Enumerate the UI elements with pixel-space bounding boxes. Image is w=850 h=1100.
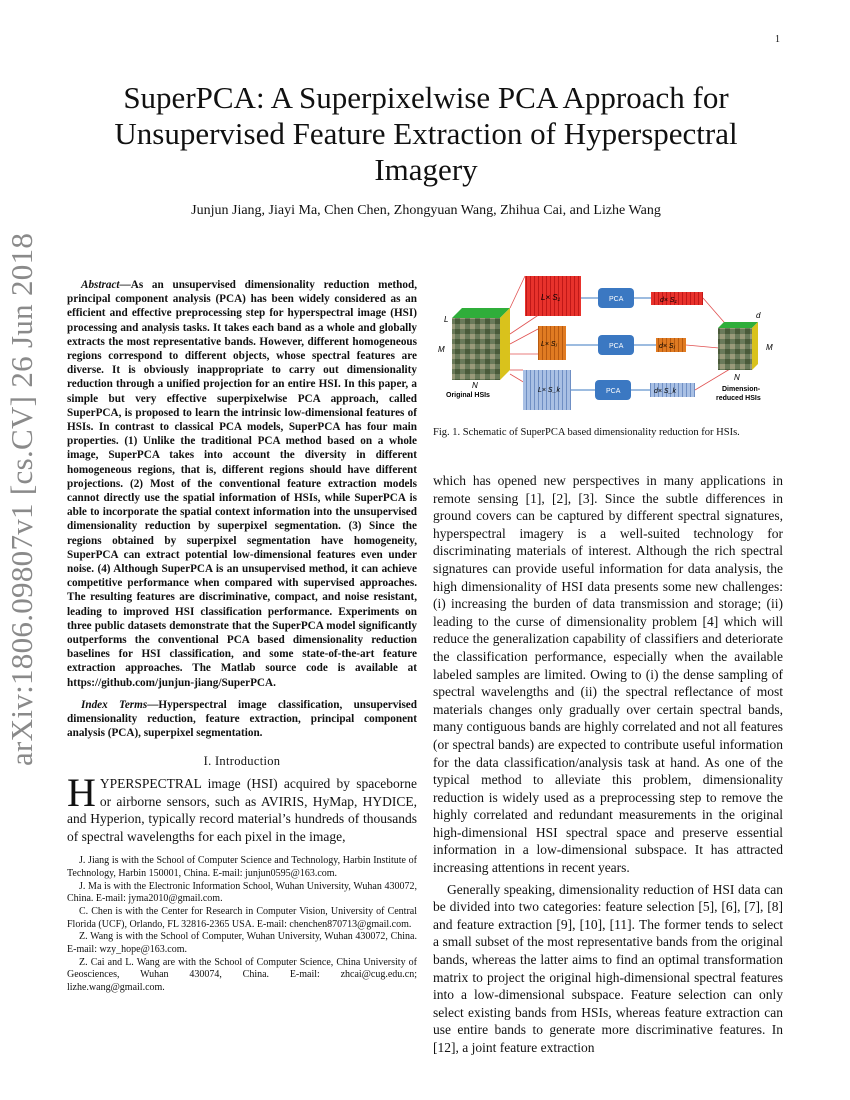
footnote: C. Chen is with the Center for Research in Computer Vision, University of Central Florida (UCF), Orlando, FL 32816-2365 USA. E-mail: chenchen870713@gmail.com. [67,905,417,930]
figure-caption: Fig. 1. Schematic of SuperPCA based dimensionality reduction for HSIs. [433,427,740,438]
index-terms-label: Index Terms [81,698,148,711]
row2-output-label: d× Sⱼ [659,343,675,350]
row1-input-label: L× S₁ [541,293,561,302]
row3-output-label: d× S_k [654,388,676,395]
author-list: Junjun Jiang, Jiayi Ma, Chen Chen, Zhongyuan Wang, Zhihua Cai, and Lizhe Wang [191,203,661,218]
paper-title: SuperPCA: A Superpixelwise PCA Approach for Unsupervised Feature Extraction of Hyperspectral Imagery [114,80,738,187]
row3-input-label: L× S_k [538,387,560,394]
row1-output-label: d× S₁ [660,297,677,304]
label-m-right: M [766,343,773,352]
label-n-right: N [734,373,740,382]
label-m: M [438,345,445,354]
label-n: N [472,381,478,390]
page-number: 1 [775,34,780,45]
intro-text: YPERSPECTRAL image (HSI) acquired by spaceborne or airborne sensors, such as AVIRIS, HyMap, HYDICE, and Hyperion, typically record material’s hundreds of thousands of spectral wavelengths for each pixel in the image, [67,776,417,844]
index-terms [67,698,417,741]
label-d: d [756,311,761,320]
footnote: J. Ma is with the Electronic Information School, Wuhan University, Wuhan 430072, China. E-mail: jyma2010@gmail.com. [67,880,417,905]
section-heading: I. Introduction [203,753,281,768]
original-hsi-label: Original HSIs [446,392,490,399]
footnote: J. Jiang is with the School of Computer Science and Technology, Harbin Institute of Technology, Harbin 150001, China. E-mail: junjun0595@163.com. [67,855,417,879]
index-terms-text: —Hyperspectral image classification, unsupervised dimensionality reduction, feature extraction, principal component analysis (PCA), superpixel segmentation. [67,698,417,740]
reduced-label-line1: Dimension- [722,386,761,393]
figure-schematic [430,274,790,414]
reduced-label-line2: reduced HSIs [716,395,761,402]
reduced-hsi-cube [718,322,758,370]
drop-cap: H [67,770,96,816]
abstract-text: —As an unsupervised dimensionality reduction method, principal component analysis (PCA) has been widely considered as an efficient and effective preprocessing step for hyperspectral image (HSI) processing and analysis tasks. It takes each band as a whole and globally extracts the most representative bands. However, different homogeneous regions correspond to different objects, whose spectral features are diverse. It is obviously inappropriate to carry out dimensionality reduction through a unified projection for an entire HSI. In this paper, a simple but very effective superpixelwise PCA approach, called SuperPCA, is proposed to learn the intrinsic low-dimensional features of HSIs. In contrast to classical PCA models, SuperPCA has four main properties. (1) Unlike the traditional PCA method based on a whole image, SuperPCA takes into account the diversity in different homogeneous regions, that is, different regions should have different projections. (2) Most of the conventional feature extraction models cannot directly use the spatial information of HSIs, while SuperPCA is able to incorporate the spatial context information into the unsupervised dimensionality reduction by superpixel segmentation. (3) Since the regions obtained by superpixel segmentation have homogeneity, SuperPCA can extract potential low-dimensional features even under noise. (4) Although SuperPCA is an unsupervised method, it can achieve competitive performance when compared with supervised approaches. The resulting features are discriminative, compact, and noise resistant, leading to improved HSI classification performance. Experiments on three public datasets demonstrate that the SuperPCA model significantly outperforms the conventional PCA based dimensionality reduction baselines for HSI classification, and some state-of-the-art feature extraction approaches. The Matlab source code is available at https://github.com/junjun-jiang/SuperPCA. [67,279,417,689]
left-column [67,278,417,995]
block-row1-output [651,292,703,305]
abstract [67,278,417,690]
pca-label-2: PCA [609,343,624,350]
footnote: Z. Wang is with the School of Computer, Wuhan University, Wuhan 430072, China. E-mail: wzy_hope@163.com. [67,931,417,956]
body-paragraph: Generally speaking, dimensionality reduction of HSI data can be divided into two categories: feature selection [5], [6], [7], [8] and feature extraction [9], [10], [11]. The former tends to select a small subset of the most representative bands from the original bands, whereas the latter aims to find an optimal transformation matrix to project the original high-dimensional spectral features into a low-dimensional subspace. Feature selection can only select existing bands from HSIs, whereas feature extraction can use entire bands to generate more discriminative features. In [12], a joint feature extraction [433,881,783,1055]
label-l: L [444,315,449,324]
row2-input-label: L× Sⱼ [541,341,557,348]
pca-label-3: PCA [606,388,621,395]
pca-label-1: PCA [609,296,624,303]
footnotes [67,855,417,995]
abstract-label: Abstract [81,279,120,291]
body-paragraph: which has opened new perspectives in many applications in remote sensing [1], [2], [3]. Since the subtle differences in ground covers can be captured by different spectral signatures, hyperspectral imagery is a well-suited technology for discriminating materials of interest. Although the rich spectral signatures can provide useful information for data analysis, the high dimensionality of HSI data presents some new challenges: (i) increasing the burden of data transmission and storage; (ii) leading to the curse of dimensionality problem [4] which will reduce the generalization capability of classifiers and deteriorate the classification performance, especially when the available labeled samples are limited. Owing to (i) the dense sampling of spectral wavelengths and (ii) the spectral reflectance of most materials changes only gradually over certain spectral bands, many contiguous bands are highly correlated and not all features (or spectral bands) are expected to contribute useful information for the data classification/analysis task at hand. As one of the typical method to alleviate this problem, dimensionality reduction is widely used as a preprocessing step to remove the highly correlated and redundant measurements in the original high-dimensional HSI spectral space and preserve essential information in a low-dimensional subspace. It has attracted increasing attentions in recent years. [433,473,783,876]
original-hsi-cube [452,308,510,380]
footnote: Z. Cai and L. Wang are with the School of Computer Science, China University of Geosciences, Wuhan 430074, China. E-mail: zhcai@cug.edu.cn; lizhe.wang@gmail.com. [67,956,417,994]
right-column [433,472,783,1057]
arxiv-identifier: arXiv:1806.09807v1 [cs.CV] 26 Jun 2018 [4,232,39,766]
intro-paragraph [67,770,417,845]
